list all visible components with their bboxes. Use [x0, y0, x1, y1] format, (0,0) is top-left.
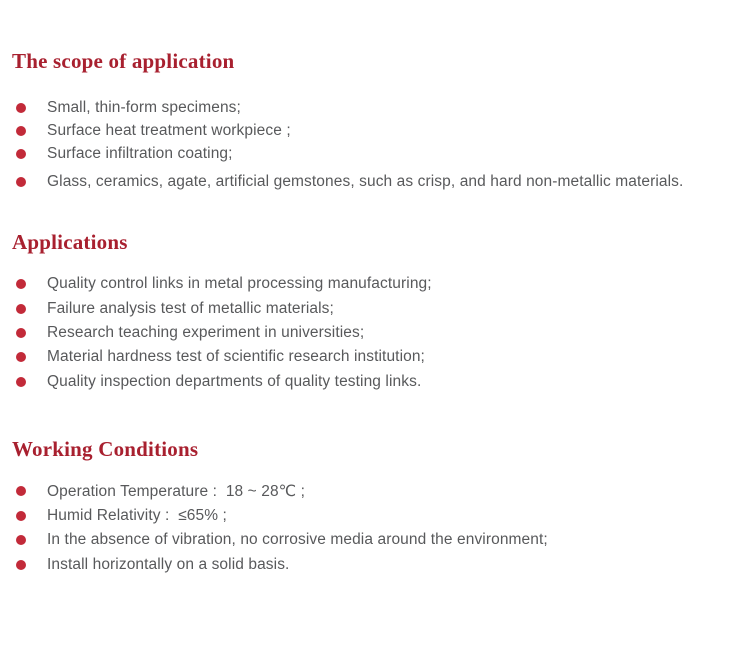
- list-item-text: Quality control links in metal processing manufacturing;: [47, 275, 432, 293]
- bullet-icon: [16, 352, 26, 362]
- list-item: [0, 170, 750, 193]
- section-heading: Applications: [12, 230, 128, 254]
- section-heading: The scope of application: [12, 49, 235, 73]
- list-item: [0, 296, 750, 320]
- list-item-text: Operation Temperature : 18 ~ 28℃ ;: [47, 482, 306, 500]
- list-item: [0, 119, 750, 142]
- list-item-text: Humid Relativity : ≤65% ;: [47, 506, 227, 524]
- list-item-text: Surface heat treatment workpiece ;: [47, 121, 291, 139]
- section-scope-of-application: [0, 49, 750, 193]
- bullet-list: [0, 272, 750, 394]
- list-item-text: Glass, ceramics, agate, artificial gemstones, such as crisp, and hard non-metallic materials.: [47, 172, 684, 190]
- bullet-icon: [16, 560, 26, 570]
- list-item-text: Research teaching experiment in universities;: [47, 323, 365, 341]
- list-item: [0, 528, 750, 553]
- bullet-list: [0, 479, 750, 577]
- list-item-text: Surface infiltration coating;: [47, 144, 233, 162]
- bullet-icon: [16, 486, 26, 496]
- list-item-text: Material hardness test of scientific research institution;: [47, 348, 425, 366]
- section-working-conditions: [0, 437, 750, 577]
- list-item-text: Failure analysis test of metallic materials;: [47, 299, 334, 317]
- list-item: [0, 272, 750, 296]
- list-item-text: Small, thin-form specimens;: [47, 98, 241, 116]
- bullet-icon: [16, 149, 26, 159]
- page: [0, 49, 750, 653]
- list-item: [0, 142, 750, 165]
- list-item-text: In the absence of vibration, no corrosive media around the environment;: [47, 531, 548, 549]
- bullet-list: [0, 96, 750, 193]
- list-item: [0, 345, 750, 369]
- list-item: [0, 321, 750, 345]
- bullet-icon: [16, 177, 26, 187]
- bullet-icon: [16, 377, 26, 387]
- list-item: [0, 370, 750, 394]
- list-item: [0, 504, 750, 529]
- list-item-text: Install horizontally on a solid basis.: [47, 556, 290, 574]
- section-heading: Working Conditions: [12, 436, 199, 461]
- bullet-icon: [16, 511, 26, 521]
- list-item: [0, 553, 750, 578]
- section-applications: [0, 230, 750, 394]
- bullet-icon: [16, 126, 26, 136]
- bullet-icon: [16, 304, 26, 314]
- bullet-icon: [16, 328, 26, 338]
- bullet-icon: [16, 279, 26, 289]
- list-item: [0, 479, 750, 504]
- bullet-icon: [16, 103, 26, 113]
- list-item: [0, 96, 750, 119]
- list-item-text: Quality inspection departments of quality testing links.: [47, 372, 422, 390]
- bullet-icon: [16, 535, 26, 545]
